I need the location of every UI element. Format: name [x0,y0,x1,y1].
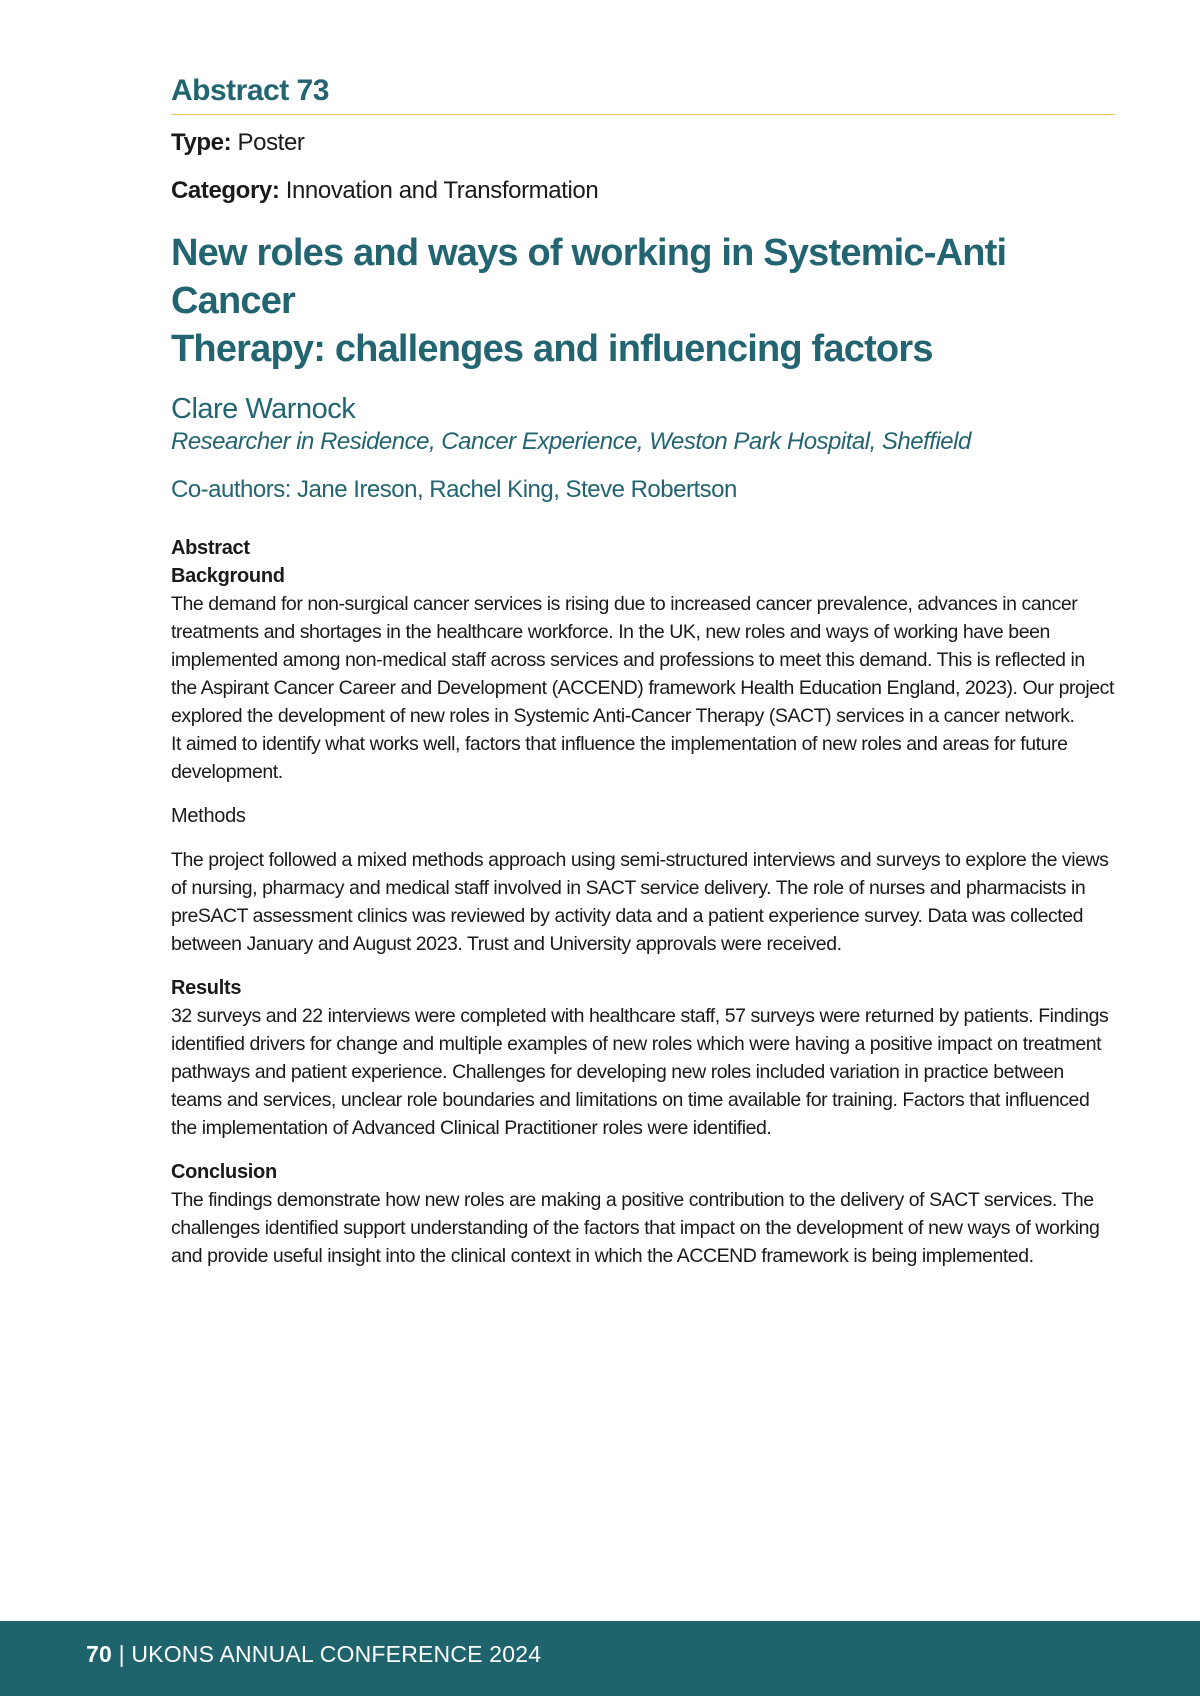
footer-separator: | [111,1641,132,1667]
type-value: Poster [237,129,305,156]
results-text: 32 surveys and 22 interviews were completed with healthcare staff, 57 surveys were returned by patients. Findings identified drivers for change and multiple examples of new roles which were having a positive impact on treatment pathways and patient experience. Challenges for developing new roles included variation in practice between teams and services, unclear role boundaries and limitations on time available for training. Factors that influenced the implementation of Advanced Clinical Practitioner roles were identified. [171,1005,1109,1139]
page-footer [0,1621,1200,1696]
background-text: The demand for non-surgical cancer services is rising due to increased cancer prevalence, advances in cancer treatments and shortages in the healthcare workforce. In the UK, new roles and ways of working have been implemented among non-medical staff across services and professions to meet this demand. This is reflected in the Aspirant Cancer Career and Development (ACCEND) framework Health Education England, 2023). Our project explored the development of new roles in Systemic Anti-Cancer Therapy (SACT) services in a cancer network. [171,593,1114,727]
abstract-number: Abstract 73 [171,74,1115,115]
abstract-page [171,74,1115,1270]
conclusion-text: The findings demonstrate how new roles are making a positive contribution to the delivery of SACT services. The challenges identified support understanding of the factors that impact on the development of new ways of working and provide useful insight into the clinical context in which the ACCEND framework is being implemented. [171,1189,1100,1267]
results-heading: Results [171,977,242,999]
footer-text [86,1641,541,1668]
background-text-aim: It aimed to identify what works well, factors that influence the implementation of new roles and areas for future development. [171,733,1068,783]
conference-name: UKONS ANNUAL CONFERENCE 2024 [131,1641,542,1667]
page-number: 70 [86,1641,112,1667]
coauthors: Co-authors: Jane Ireson, Rachel King, Steve Robertson [171,476,737,503]
methods-heading: Methods [171,805,246,827]
type-line [171,129,1115,157]
author-affiliation: Researcher in Residence, Cancer Experience, Weston Park Hospital, Sheffield [171,428,971,455]
background-heading: Background [171,565,285,587]
methods-text: The project followed a mixed methods approach using semi-structured interviews and surveys to explore the views of nursing, pharmacy and medical staff involved in SACT service delivery. The role of nurses and pharmacists in preSACT assessment clinics was reviewed by activity data and a patient experience survey. Data was collected between January and August 2023. Trust and University approvals were received. [171,849,1109,955]
category-line [171,177,1115,205]
conclusion-heading: Conclusion [171,1161,277,1183]
title-line-2: Therapy: challenges and influencing factors [171,328,933,370]
abstract-label: Abstract [171,537,250,559]
type-key: Type: [171,129,232,156]
title-line-1: New roles and ways of working in Systemic-Anti Cancer [171,232,1007,322]
category-value: Innovation and Transformation [285,177,599,204]
category-key: Category: [171,177,280,204]
paper-title [171,229,1115,373]
author-name: Clare Warnock [171,393,356,425]
